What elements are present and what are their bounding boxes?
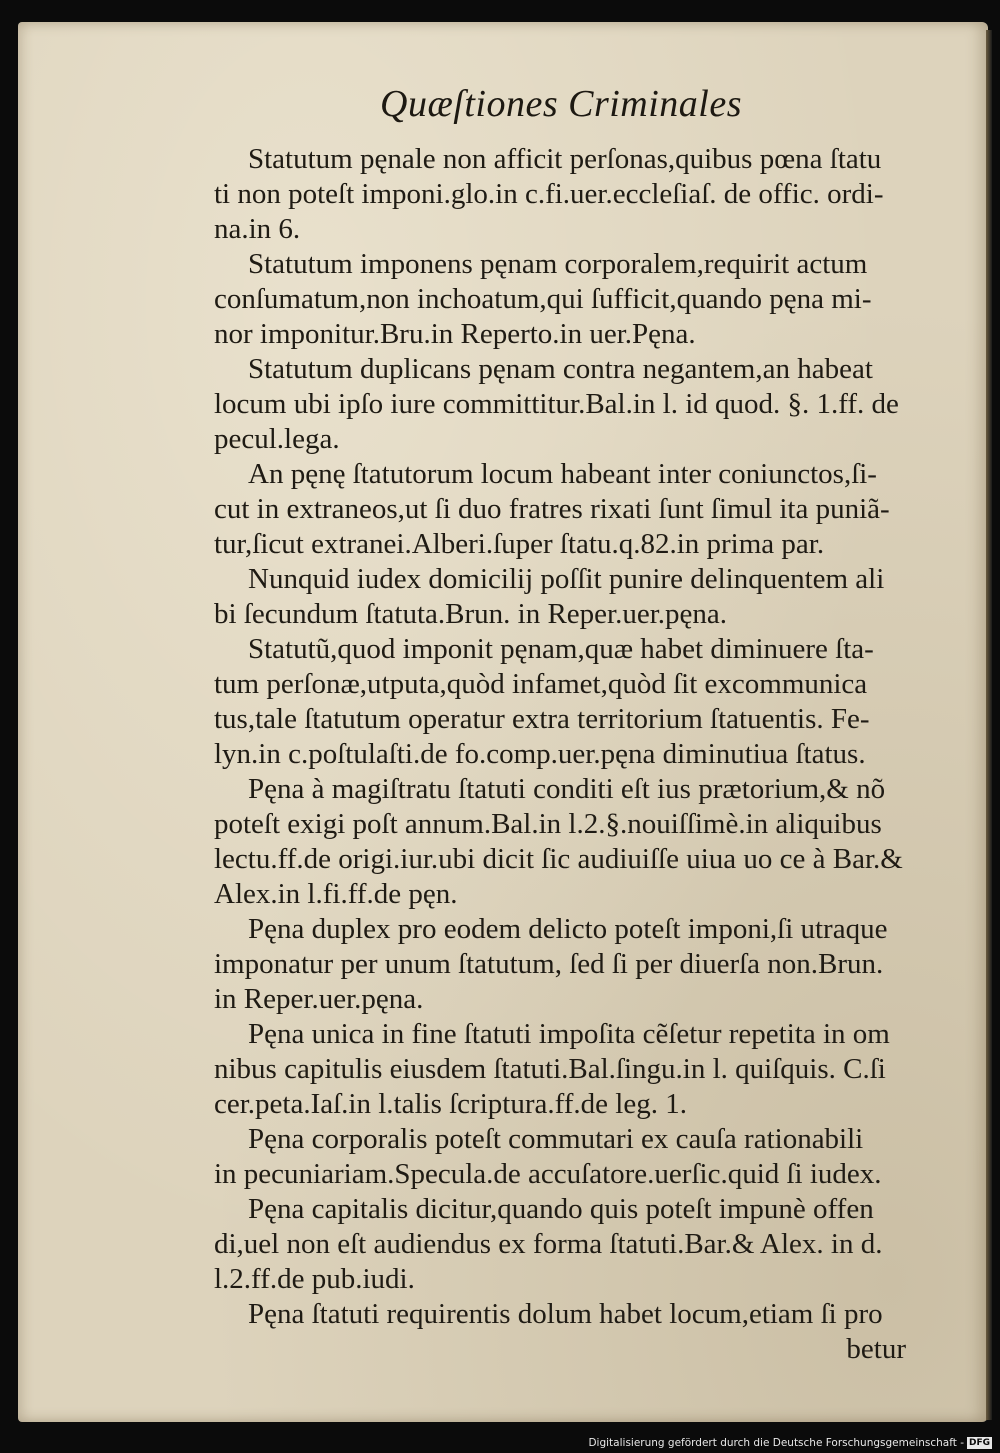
dfg-logo: DFG bbox=[968, 1438, 990, 1448]
text-line: tur,ſicut extranei.Alberi.ſuper ſtatu.q.82.in prima par. bbox=[214, 528, 825, 560]
text-line: Statutum duplicans pęnam contra negantem,an habeat bbox=[248, 353, 873, 385]
text-line: Nunquid iudex domicilij poſſit punire delinquentem ali bbox=[248, 563, 885, 595]
text-line: cer.peta.Iaſ.in l.talis ſcriptura.ff.de leg. 1. bbox=[214, 1088, 687, 1120]
text-line: Statutum imponens pęnam corporalem,requirit actum bbox=[248, 248, 868, 280]
text-line: pecul.lega. bbox=[214, 423, 340, 455]
text-line: tum perſonæ,utputa,quòd infamet,quòd ſit excommunica bbox=[214, 668, 868, 700]
running-head: Quæſtiones Criminales bbox=[380, 83, 743, 125]
text-line: nor imponitur.Bru.in Reperto.in uer.Pęna. bbox=[214, 318, 696, 350]
text-line: Pęna duplex pro eodem delicto poteſt imponi,ſi utraque bbox=[248, 913, 888, 945]
text-line: tus,tale ſtatutum operatur extra territorium ſtatuentis. Fe- bbox=[214, 703, 870, 735]
text-line: lectu.ff.de origi.iur.ubi dicit ſic audiuiſſe uiua uo ce à Bar.& bbox=[214, 843, 903, 875]
digitization-footer bbox=[0, 1434, 992, 1453]
text-line: Pęna unica in fine ſtatuti impoſita cẽſetur repetita in om bbox=[248, 1018, 890, 1050]
text-line: na.in 6. bbox=[214, 213, 301, 245]
text-line: Statutum pęnale non afficit perſonas,quibus pœna ſtatu bbox=[248, 143, 882, 175]
text-line: Alex.in l.fi.ff.de pęn. bbox=[214, 878, 458, 910]
text-line: Pęna capitalis dicitur,quando quis poteſt impunè offen bbox=[248, 1193, 874, 1225]
text-line: An pęnę ſtatutorum locum habeant inter coniunctos,ſi- bbox=[248, 458, 877, 490]
body-text bbox=[214, 142, 946, 1367]
footer-text: Digitalisierung gefördert durch die Deutsche Forschungsgemeinschaft - bbox=[588, 1437, 964, 1449]
text-line: nibus capitulis eiusdem ſtatuti.Bal.ſingu.in l. quiſquis. C.ſi bbox=[214, 1053, 886, 1085]
text-line: in Reper.uer.pęna. bbox=[214, 983, 424, 1015]
catchword: betur bbox=[846, 1333, 906, 1365]
text-line: di,uel non eſt audiendus ex forma ſtatuti.Bar.& Alex. in d. bbox=[214, 1228, 883, 1260]
text-line: conſumatum,non inchoatum,qui ſufficit,quando pęna mi- bbox=[214, 283, 872, 315]
text-line: poteſt exigi poſt annum.Bal.in l.2.§.nouiſſimè.in aliquibus bbox=[214, 808, 882, 840]
text-line: bi ſecundum ſtatuta.Brun. in Reper.uer.pęna. bbox=[214, 598, 728, 630]
text-line: Pęna à magiſtratu ſtatuti conditi eſt ius prætorium,& nõ bbox=[248, 773, 886, 805]
text-line: ti non poteſt imponi.glo.in c.fi.uer.eccleſiaſ. de offic. ordi- bbox=[214, 178, 884, 210]
text-line: Pęna ſtatuti requirentis dolum habet locum,etiam ſi pro bbox=[248, 1298, 883, 1330]
text-line: Statutũ,quod imponit pęnam,quæ habet diminuere ſta- bbox=[248, 633, 874, 665]
text-line: cut in extraneos,ut ſi duo fratres rixati ſunt ſimul ita puniã- bbox=[214, 493, 890, 525]
text-line: l.2.ff.de pub.iudi. bbox=[214, 1263, 415, 1295]
text-line: locum ubi ipſo iure committitur.Bal.in l. id quod. §. 1.ff. de bbox=[214, 388, 899, 420]
text-line: lyn.in c.poſtulaſti.de fo.comp.uer.pęna diminutiua ſtatus. bbox=[214, 738, 866, 770]
text-line: in pecuniariam.Specula.de accuſatore.uerſic.quid ſi iudex. bbox=[214, 1158, 882, 1190]
text-line: Pęna corporalis poteſt commutari ex cauſa rationabili bbox=[248, 1123, 864, 1155]
page-edge bbox=[986, 30, 992, 1420]
text-line: imponatur per unum ſtatutum, ſed ſi per diuerſa non.Brun. bbox=[214, 948, 884, 980]
